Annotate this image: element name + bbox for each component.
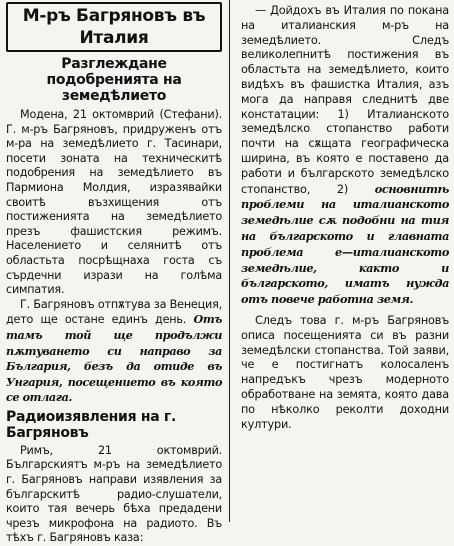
paragraph-modena: Модена, 21 октомврий (Стефани). Г. м-ръ Багряновъ, придруженъ отъ м-ра на земедѣлието г. Тасинари, посети зоната на техническитѣ подобрения на земедѣлието въ Пармиона Молдия, изразявайки своитѣ възхищения отъ постиженията на земедѣлието презъ фашистския режимъ. Населението и селянитѣ отъ областьта посрѣщнаха госта съ сърдечни изрази на голѣма симпатия. <box>6 108 222 297</box>
left-column <box>0 0 226 546</box>
paragraph-venice <box>6 298 222 406</box>
paragraph-statement-text: — Дойдохъ въ Италия по покана на италианския м-ръ на земедѣлието. Следъ великолепнитѣ постижения въ областьта на земедѣлието, които видѣхъ въ фашистка Италия, азъ мога да направя следнитѣ две констатации: 1) Италианското земедѣлско стопанство работи почти на сѫщата географическа ширина, въ която е поставено да работи и българското земедѣлско стопанство, 2) <box>241 4 449 196</box>
article-subheadline: Разглеждане подобренията на земедѣлието <box>46 56 182 104</box>
radio-subheadline: Радиоизявления на г. Багряновъ <box>6 408 176 441</box>
paragraph-statement-italic: основнитѣ проблеми на италианското земедѣлие сѫ подобни на тия на българското и главната проблема е—италианското земедѣлие, както и българското, иматъ нужда отъ повече работна земя. <box>241 181 449 307</box>
article-headline: М-ръ Багряновъ въ Италия <box>6 2 222 52</box>
paragraph-venice-italic: Отъ тамъ той ще продължи пѫтуването си направо за България, безъ да отиде въ Унгария, посещението въ която се отлага. <box>6 312 222 405</box>
paragraph-visits: Следъ това г. м-ръ Багряновъ описа посещенията си въ разни земедѣлски стопанства. Той заяви, че е постигнатъ колосаленъ напредъкъ чрезъ модерното обработване на земята, която дава по нѣколко реколти доходни култури. <box>241 313 449 431</box>
paragraph-rome: Римъ, 21 октомврий. Българскиятъ м-ръ на земедѣлието г. Багряновъ направи изявления за българскитѣ радио-слушатели, които тая вечерь бѣха предадени чрезъ микрофона на радиото. Въ тѣхъ г. Багряновъ каза: <box>6 443 222 545</box>
paragraph-venice-text: Г. Багряновъ отпѫтува за Венеция, дето ще остане единъ день. <box>6 297 222 327</box>
paragraph-statement <box>241 4 449 308</box>
column-divider <box>229 0 230 522</box>
right-column <box>233 0 454 432</box>
